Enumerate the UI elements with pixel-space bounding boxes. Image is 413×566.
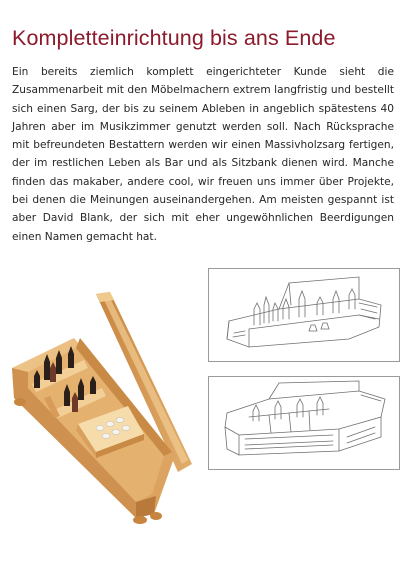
coffin-bar-sketch-icon <box>209 269 399 361</box>
sketch-coffin-bar <box>208 268 400 362</box>
page-title: Kompletteinrichtung bis ans Ende <box>12 26 336 50</box>
coffin-bench-sketch-icon <box>209 377 399 469</box>
coffin-bar-render-icon <box>4 288 200 534</box>
coffin-bar-render <box>4 288 200 534</box>
sketch-coffin-bench <box>208 376 400 470</box>
article-body: Ein bereits ziemlich komplett eingerichteter Kunde sieht die Zusammenarbeit mit den Möbelmachern extrem langfristig und bestellt sich einen Sarg, der bis zu seinem Ableben in angeblich spätestens 40 Jahren aber im Musikzimmer genutzt werden soll. Nach Rücksprache mit befreundeten Bestattern werden wir einen Massivholzsarg fertigen, der im restlichen Leben als Bar und als Sitzbank dienen wird. Manche finden das makaber, andere cool, wir freuen uns immer über Projekte, bei denen die Meinungen auseinandergehen. Am meisten gespannt ist aber David Blank, der sich mit eher ungewöhnlichen Beerdigungen einen Namen gemacht hat. <box>12 66 394 243</box>
